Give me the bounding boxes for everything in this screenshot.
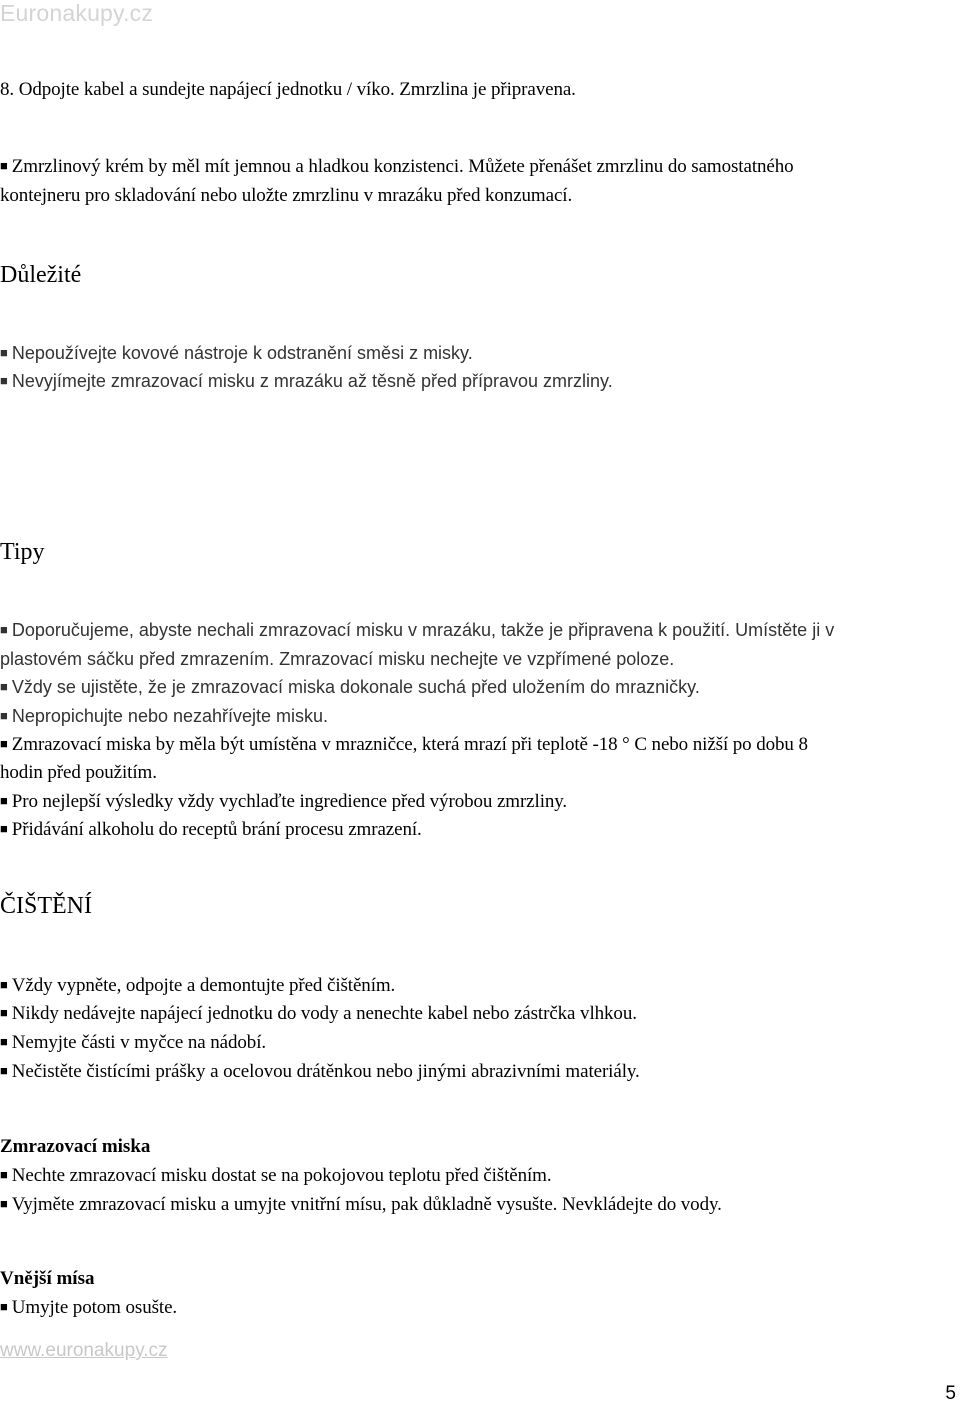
tips-line: ■ Přidávání alkoholu do receptů brání procesu zmrazení. (0, 819, 422, 840)
bullet-icon: ■ (0, 793, 8, 808)
cleaning-item: ■ Nečistěte čistícími prášky a ocelovou drátěnkou nebo jinými abrazivními materiály. (0, 1061, 640, 1082)
header-brand: Euronakupy.cz (0, 0, 154, 26)
tips-line: ■ Nepropichujte nebo nezahřívejte misku. (0, 706, 329, 726)
bullet-icon: ■ (0, 373, 8, 388)
bullet-icon: ■ (0, 1299, 8, 1314)
important-item: ■ Nepoužívejte kovové nástroje k odstranění směsi z misky. (0, 343, 473, 363)
bullet-icon: ■ (0, 708, 8, 723)
important-item: ■ Nevyjímejte zmrazovací misku z mrazáku až těsně před přípravou zmrzliny. (0, 371, 613, 391)
tips-line: hodin před použitím. (0, 762, 157, 783)
tips-line: ■ Pro nejlepší výsledky vždy vychlaďte ingredience před výrobou zmrzliny. (0, 791, 568, 812)
bullet-icon: ■ (0, 679, 8, 694)
freezing-bowl-heading: Zmrazovací miska (0, 1136, 151, 1157)
bullet-icon: ■ (0, 736, 8, 751)
consistency-line-1: ■ Zmrzlinový krém by měl mít jemnou a hladkou konzistenci. Můžete přenášet zmrzlinu do samostatného (0, 156, 794, 177)
freezing-bowl-item: ■ Nechte zmrazovací misku dostat se na pokojovou teplotu před čištěním. (0, 1165, 552, 1186)
outer-bowl-heading: Vnější mísa (0, 1268, 95, 1289)
cleaning-item: ■ Nemyjte části v myčce na nádobí. (0, 1032, 267, 1053)
consistency-line-2: kontejneru pro skladování nebo uložte zmrzlinu v mrazáku před konzumací. (0, 185, 573, 206)
cleaning-item: ■ Nikdy nedávejte napájecí jednotku do vody a nenechte kabel nebo zástrčka vlhkou. (0, 1003, 637, 1024)
bullet-icon: ■ (0, 1034, 8, 1049)
page-number: 5 (945, 1383, 956, 1404)
bullet-icon: ■ (0, 1063, 8, 1078)
outer-bowl-item: ■ Umyjte potom osušte. (0, 1297, 178, 1318)
bullet-icon: ■ (0, 622, 8, 637)
footer-website-link[interactable]: www.euronakupy.cz (0, 1340, 168, 1361)
freezing-bowl-item: ■ Vyjměte zmrazovací misku a umyjte vnitřní mísu, pak důkladně vysušte. Nevkládejte do vody. (0, 1194, 722, 1215)
bullet-icon: ■ (0, 345, 8, 360)
bullet-icon: ■ (0, 158, 8, 173)
step-8-text: 8. Odpojte kabel a sundejte napájecí jednotku / víko. Zmrzlina je připravena. (0, 79, 576, 100)
tips-heading: Tipy (0, 539, 45, 565)
bullet-icon: ■ (0, 1005, 8, 1020)
tips-line: ■ Zmrazovací miska by měla být umístěna v mrazničce, která mrazí při teplotě -18 ° C nebo nižší po dobu 8 (0, 734, 808, 755)
important-heading: Důležité (0, 262, 82, 288)
bullet-icon: ■ (0, 821, 8, 836)
tips-line: ■ Doporučujeme, abyste nechali zmrazovací misku v mrazáku, takže je připravena k použití. Umístěte ji v (0, 620, 835, 640)
cleaning-heading: ČIŠTĚNÍ (0, 893, 92, 919)
tips-line: plastovém sáčku před zmrazením. Zmrazovací misku nechejte ve vzpřímené poloze. (0, 649, 675, 669)
bullet-icon: ■ (0, 1196, 8, 1211)
bullet-icon: ■ (0, 1167, 8, 1182)
cleaning-item: ■ Vždy vypněte, odpojte a demontujte před čištěním. (0, 975, 396, 996)
tips-line: ■ Vždy se ujistěte, že je zmrazovací miska dokonale suchá před uložením do mrazničky. (0, 677, 700, 697)
bullet-icon: ■ (0, 977, 8, 992)
